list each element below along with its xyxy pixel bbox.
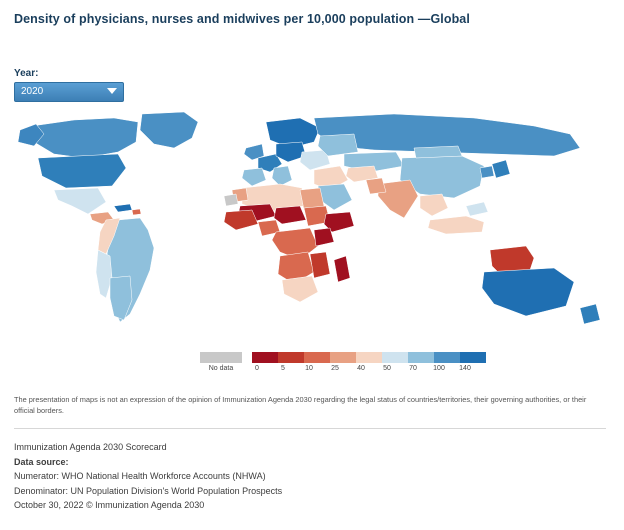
legend-scale xyxy=(252,352,486,372)
region-mongolia xyxy=(414,146,462,158)
region-korea xyxy=(480,166,494,178)
year-select-value: 2020 xyxy=(21,86,44,97)
legend-tick-7: 100 xyxy=(433,365,445,372)
legend-no-data-swatch xyxy=(200,352,242,363)
legend-tick-6: 70 xyxy=(409,365,417,372)
legend-bin-4 xyxy=(356,352,382,363)
legend-bin-1 xyxy=(278,352,304,363)
legend-tick-2: 10 xyxy=(305,365,313,372)
footer xyxy=(14,440,606,513)
legend-tick-1: 5 xyxy=(281,365,285,372)
legend-ticks xyxy=(244,365,486,372)
world-choropleth-map[interactable] xyxy=(14,108,610,348)
legend-bin-3 xyxy=(330,352,356,363)
footer-denominator: Denominator: UN Population Division's World Population Prospects xyxy=(14,485,283,496)
region-western-sahara xyxy=(224,194,238,206)
footer-scorecard-line: Immunization Agenda 2030 Scorecard xyxy=(14,442,167,452)
legend-bin-5 xyxy=(382,352,408,363)
legend-tick-5: 50 xyxy=(383,365,391,372)
legend-bin-2 xyxy=(304,352,330,363)
map-disclaimer: The presentation of maps is not an expression of the opinion of Immunization Agenda 2030 regarding the legal status of countries/territories, their governing authorities, or their official borders. xyxy=(14,395,587,416)
footer-numerator: Numerator: WHO National Health Workforce Accounts (NHWA) xyxy=(14,471,266,482)
legend-bars xyxy=(252,352,486,363)
legend-tick-8: 140 xyxy=(459,365,471,372)
legend-tick-4: 40 xyxy=(357,365,365,372)
legend-bin-7 xyxy=(434,352,460,363)
year-label: Year: xyxy=(14,68,39,79)
legend-tick-0: 0 xyxy=(255,365,259,372)
region-new-zealand xyxy=(580,304,600,324)
legend-no-data-label: No data xyxy=(208,365,234,372)
legend-bin-6 xyxy=(408,352,434,363)
map-legend xyxy=(14,352,610,382)
legend-bin-0 xyxy=(252,352,278,363)
region-hispaniola xyxy=(132,209,141,215)
legend-bin-8 xyxy=(460,352,486,363)
footer-copyright: October 30, 2022 © Immunization Agenda 2030 xyxy=(14,500,205,511)
legend-no-data xyxy=(200,352,242,372)
footer-divider xyxy=(14,428,606,429)
chevron-down-icon xyxy=(107,88,117,94)
footer-data-source-label: Data source: xyxy=(14,456,69,467)
map-svg xyxy=(14,108,610,348)
year-select[interactable] xyxy=(14,82,124,102)
page-title: Density of physicians, nurses and midwives per 10,000 population —Global xyxy=(14,12,470,26)
legend-tick-3: 25 xyxy=(331,365,339,372)
